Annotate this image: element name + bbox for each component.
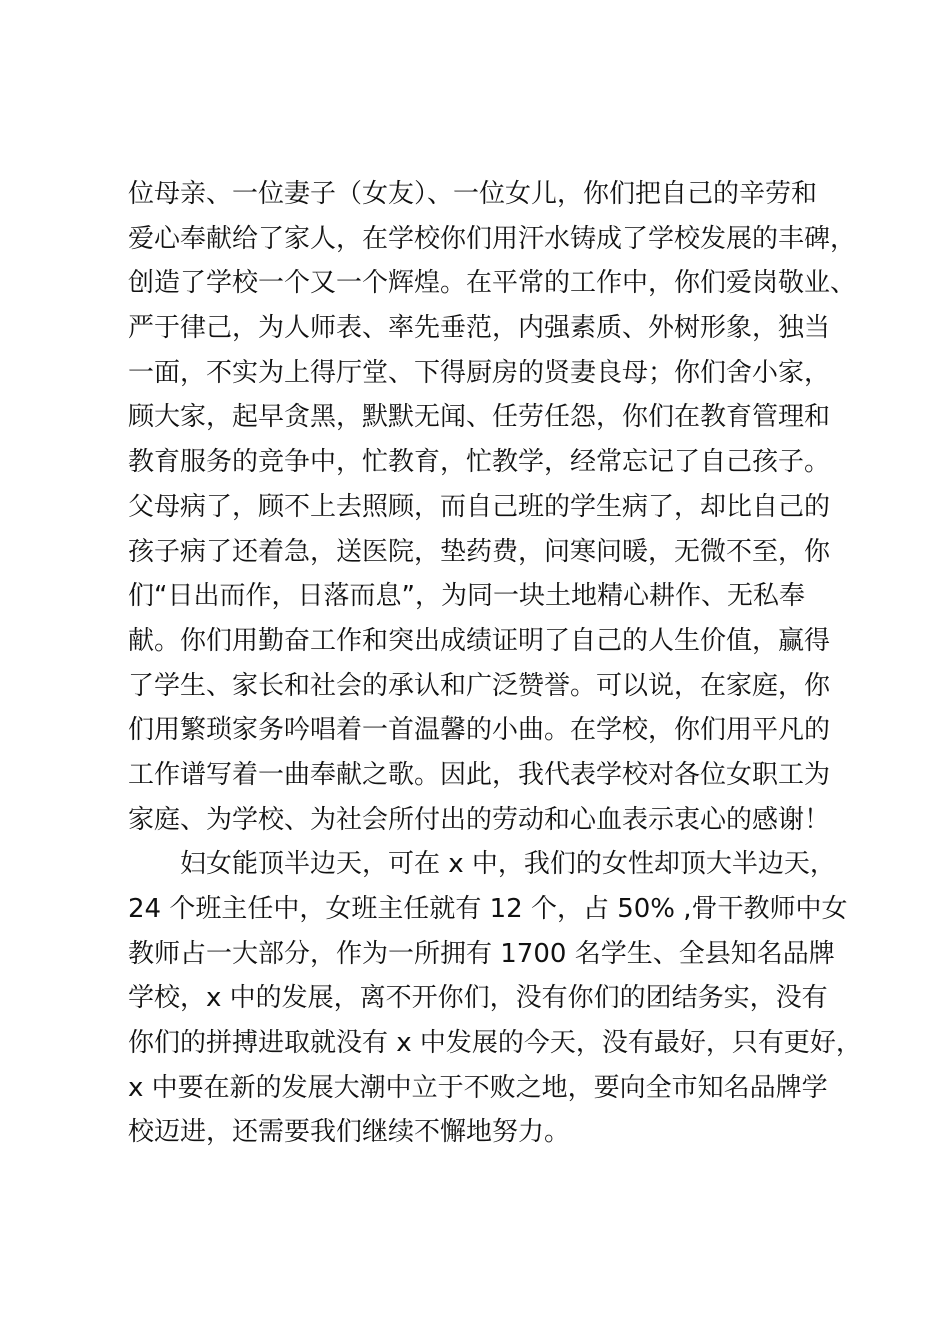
body-text bbox=[128, 172, 862, 1155]
text-line: 学校，x 中的发展，离不开你们，没有你们的团结务实，没有 bbox=[128, 983, 828, 1014]
text-line: 爱心奉献给了家人，在学校你们用汗水铸成了学校发展的丰碑， bbox=[128, 223, 857, 254]
text-line: 24 个班主任中，女班主任就有 12 个，占 50% ,骨干教师中女 bbox=[128, 894, 848, 924]
text-line: 你们的拼搏进取就没有 x 中发展的今天，没有最好，只有更好， bbox=[128, 1028, 862, 1059]
text-line: 们“日出而作，日落而息”，为同一块土地精心耕作、无私奉 bbox=[128, 581, 805, 612]
text-line: 了学生、家长和社会的承认和广泛赞誉。可以说，在家庭，你 bbox=[128, 670, 831, 701]
text-line: 家庭、为学校、为社会所付出的劳动和心血表示衷心的感谢！ bbox=[128, 804, 831, 835]
text-line: 孩子病了还着急，送医院，垫药费，问寒问暖，无微不至，你 bbox=[128, 536, 831, 567]
text-line: 教师占一大部分，作为一所拥有 1700 名学生、全县知名品牌 bbox=[128, 938, 835, 969]
text-line: 教育服务的竞争中，忙教育，忙教学，经常忘记了自己孩子。 bbox=[128, 447, 831, 478]
text-line: 一面，不实为上得厅堂、下得厨房的贤妻良母；你们舍小家， bbox=[128, 357, 831, 388]
text-line: 父母病了，顾不上去照顾，而自己班的学生病了，却比自己的 bbox=[128, 491, 831, 522]
text-line: 们用繁琐家务吟唱着一首温馨的小曲。在学校，你们用平凡的 bbox=[128, 715, 831, 746]
text-line: 校迈进，还需要我们继续不懈地努力。 bbox=[128, 1117, 571, 1148]
paragraph-1 bbox=[128, 172, 857, 842]
text-line: 位母亲、一位妻子（女友）、一位女儿，你们把自己的辛劳和 bbox=[128, 179, 818, 209]
text-line: 创造了学校一个又一个辉煌。在平常的工作中，你们爱岗敬业、 bbox=[128, 268, 857, 299]
text-line: 严于律己，为人师表、率先垂范，内强素质、外树形象，独当 bbox=[128, 313, 831, 344]
paragraph-2 bbox=[128, 842, 862, 1155]
text-line: x 中要在新的发展大潮中立于不败之地，要向全市知名品牌学 bbox=[128, 1072, 828, 1103]
text-line: 顾大家，起早贪黑，默默无闻、任劳任怨，你们在教育管理和 bbox=[128, 402, 831, 433]
text-line: 妇女能顶半边天，可在 x 中，我们的女性却顶大半边天， bbox=[180, 849, 836, 880]
text-line: 工作谱写着一曲奉献之歌。因此，我代表学校对各位女职工为 bbox=[128, 759, 831, 790]
text-line: 献。你们用勤奋工作和突出成绩证明了自己的人生价值，赢得 bbox=[128, 625, 831, 656]
